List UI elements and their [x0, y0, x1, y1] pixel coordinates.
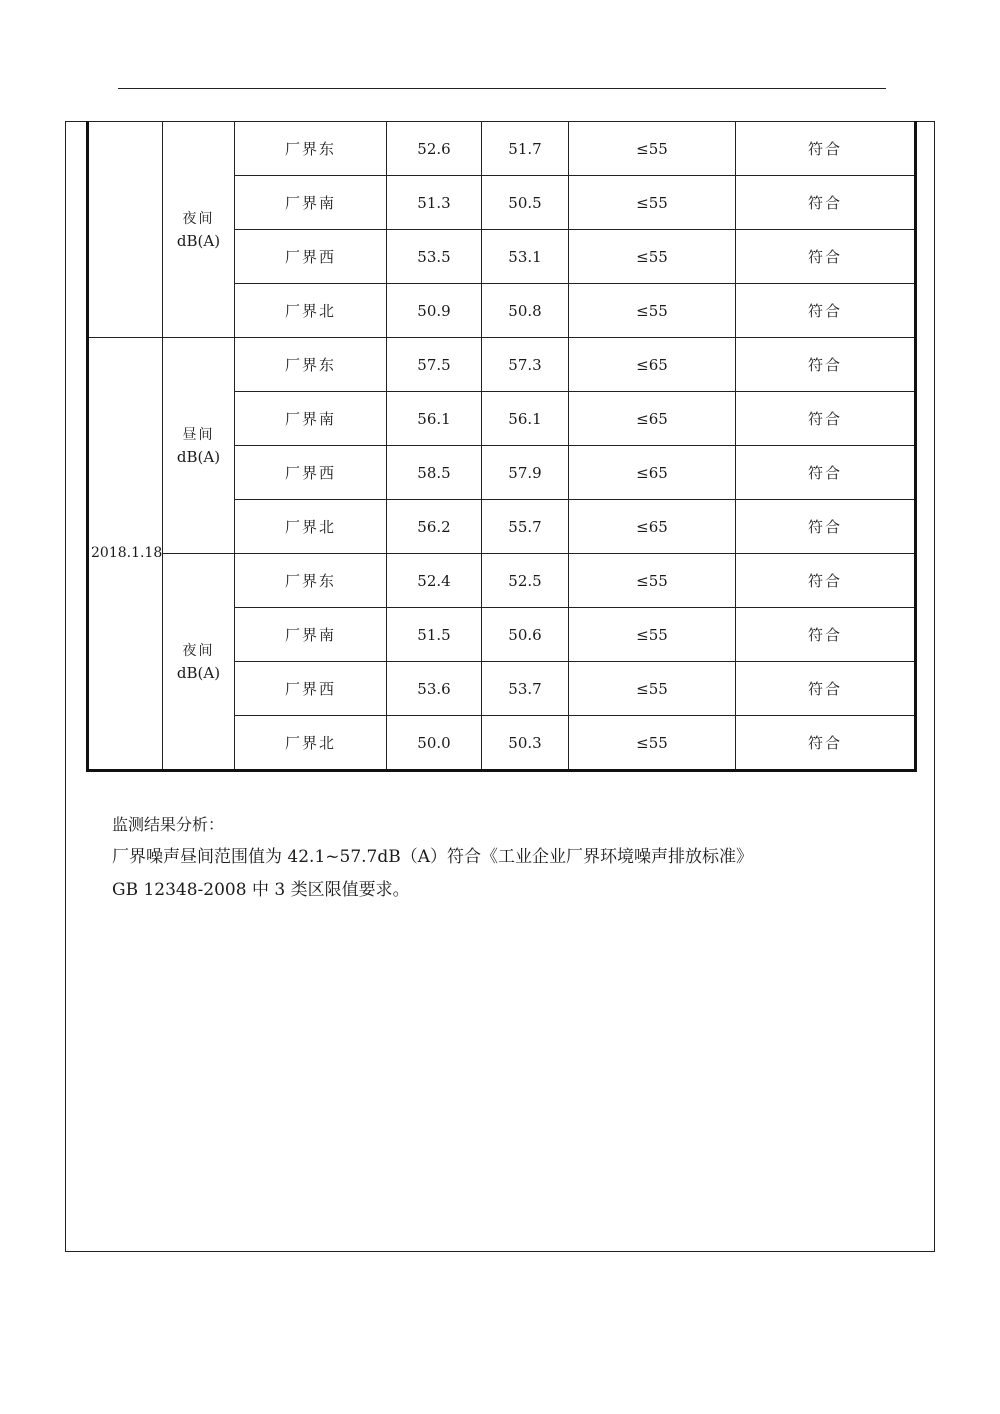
- analysis-text-line1: 厂界噪声昼间范围值为 42.1~57.7dB（A）符合《工业企业厂界环境噪声排放标准》: [112, 847, 754, 867]
- result-cell: 符合: [736, 716, 916, 771]
- result-cell: 符合: [736, 446, 916, 500]
- value2-cell: 57.3: [482, 338, 569, 392]
- location-cell: 厂界西: [235, 446, 387, 500]
- value2-cell: 57.9: [482, 446, 569, 500]
- limit-cell: ≤65: [569, 500, 736, 554]
- period-label: 夜间: [182, 643, 215, 659]
- location-cell: 厂界北: [235, 500, 387, 554]
- limit-cell: ≤65: [569, 392, 736, 446]
- value1-cell: 52.4: [387, 554, 482, 608]
- date-cell: 2018.1.18: [88, 338, 163, 771]
- analysis-heading: 监测结果分析：: [112, 815, 225, 834]
- result-cell: 符合: [736, 230, 916, 284]
- header-rule: [118, 88, 886, 89]
- result-cell: 符合: [736, 608, 916, 662]
- value1-cell: 56.1: [387, 392, 482, 446]
- value2-cell: 51.7: [482, 122, 569, 176]
- value2-cell: 56.1: [482, 392, 569, 446]
- limit-cell: ≤55: [569, 230, 736, 284]
- limit-cell: ≤55: [569, 122, 736, 176]
- limit-cell: ≤65: [569, 338, 736, 392]
- date-cell: [88, 122, 163, 338]
- result-cell: 符合: [736, 554, 916, 608]
- limit-cell: ≤55: [569, 716, 736, 771]
- value2-cell: 55.7: [482, 500, 569, 554]
- value1-cell: 57.5: [387, 338, 482, 392]
- table-row: [88, 554, 916, 608]
- period-cell: [163, 122, 235, 338]
- value1-cell: 56.2: [387, 500, 482, 554]
- table-row: [88, 122, 916, 176]
- result-cell: 符合: [736, 176, 916, 230]
- result-cell: 符合: [736, 122, 916, 176]
- period-unit: dB(A): [176, 664, 221, 682]
- value1-cell: 53.6: [387, 662, 482, 716]
- result-cell: 符合: [736, 392, 916, 446]
- location-cell: 厂界西: [235, 662, 387, 716]
- result-cell: 符合: [736, 338, 916, 392]
- location-cell: 厂界南: [235, 392, 387, 446]
- limit-cell: ≤65: [569, 446, 736, 500]
- result-cell: 符合: [736, 500, 916, 554]
- location-cell: 厂界北: [235, 716, 387, 771]
- location-cell: 厂界西: [235, 230, 387, 284]
- location-cell: 厂界南: [235, 608, 387, 662]
- analysis-text-line2: GB 12348-2008 中 3 类区限值要求。: [112, 880, 410, 900]
- result-cell: 符合: [736, 662, 916, 716]
- value1-cell: 51.3: [387, 176, 482, 230]
- limit-cell: ≤55: [569, 284, 736, 338]
- value2-cell: 52.5: [482, 554, 569, 608]
- location-cell: 厂界东: [235, 554, 387, 608]
- period-cell: [163, 554, 235, 771]
- value1-cell: 53.5: [387, 230, 482, 284]
- table-row: [88, 338, 916, 392]
- location-cell: 厂界东: [235, 338, 387, 392]
- period-cell: [163, 338, 235, 554]
- value1-cell: 50.0: [387, 716, 482, 771]
- period-unit: dB(A): [176, 232, 221, 250]
- limit-cell: ≤55: [569, 176, 736, 230]
- value2-cell: 50.8: [482, 284, 569, 338]
- limit-cell: ≤55: [569, 608, 736, 662]
- value1-cell: 51.5: [387, 608, 482, 662]
- period-label: 昼间: [182, 427, 215, 443]
- value2-cell: 50.6: [482, 608, 569, 662]
- result-cell: 符合: [736, 284, 916, 338]
- location-cell: 厂界北: [235, 284, 387, 338]
- value2-cell: 50.5: [482, 176, 569, 230]
- noise-monitoring-table: [86, 121, 917, 772]
- value1-cell: 58.5: [387, 446, 482, 500]
- value2-cell: 50.3: [482, 716, 569, 771]
- location-cell: 厂界南: [235, 176, 387, 230]
- value1-cell: 52.6: [387, 122, 482, 176]
- analysis-section: [112, 808, 882, 907]
- period-unit: dB(A): [176, 448, 221, 466]
- period-label: 夜间: [182, 211, 215, 227]
- value2-cell: 53.1: [482, 230, 569, 284]
- location-cell: 厂界东: [235, 122, 387, 176]
- value2-cell: 53.7: [482, 662, 569, 716]
- limit-cell: ≤55: [569, 554, 736, 608]
- limit-cell: ≤55: [569, 662, 736, 716]
- value1-cell: 50.9: [387, 284, 482, 338]
